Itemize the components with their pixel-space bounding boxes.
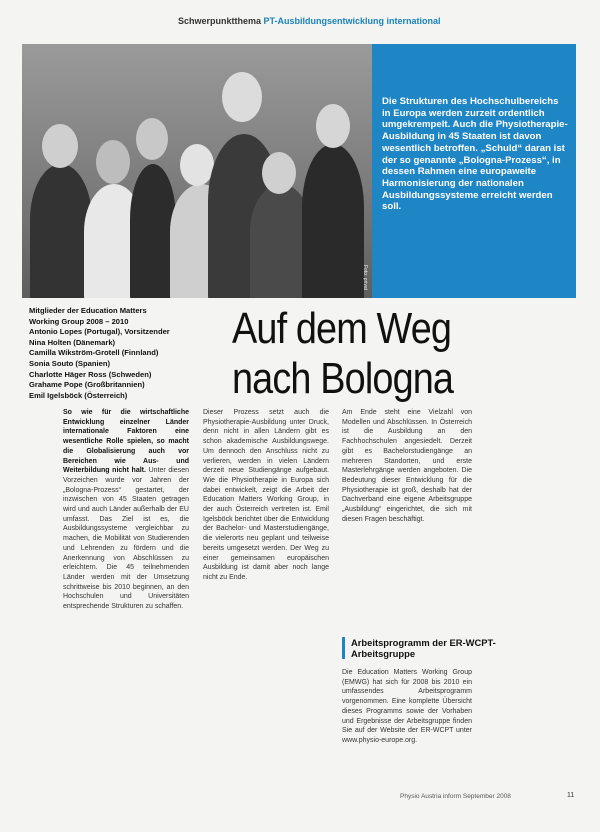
body-text: Dieser Prozess setzt auch die Physiotherapie-Ausbildung unter Druck, denn nicht in allen Ländern gibt es schon akademische Ausbildungswege. Um dennoch den Anschluss nicht zu verlieren, werden in vielen Ländern derzeit neue Studiengänge aufgebaut. Wie die Physiotherapie in Europa sich dabei entwickelt, zeigt die Arbeit der Education Matters Working Group, in der auch Österreich vertreten ist. Emil Igelsböck berichtet über die Entwicklung der Bachelor- und Masterstudiengänge, die vielerorts neu geplant und teilweise bereits umgesetzt werden. Der Weg zu einer gemeinsamen europäischen Ausbildung ist damit aber noch lange nicht zu Ende. — [203, 409, 329, 581]
header-subtopic: PT-Ausbildungsentwicklung international — [263, 16, 441, 26]
header-topic: Schwerpunktthema — [178, 16, 262, 26]
caption-line: Grahame Pope (Großbritannien) — [29, 380, 145, 390]
photo-caption — [29, 306, 239, 401]
body-column-3-continued — [342, 668, 472, 746]
section-heading: Arbeitsprogramm der ER-WCPT-Arbeitsgruppe — [342, 637, 497, 659]
intro-text: Die Strukturen des Hochschulbereichs in Europa werden zurzeit ordentlich umgekrempelt. Auch die Physiotherapie-Ausbildung in 45 Staaten ist davon wesentlich betroffen. „Schuld“ daran ist der so genannte „Bologna-Prozess“, in dessen Rahmen eine europaweite Harmonisierung der nationalen Ausbildungssysteme erreicht werden soll. — [382, 96, 568, 213]
caption-line: Antonio Lopes (Portugal), Vorsitzender — [29, 327, 170, 337]
caption-line: Mitglieder der Education Matters — [29, 306, 147, 315]
headline-line-2: nach Bologna — [232, 354, 454, 403]
body-text: Unter diesen Vorzeichen wurde vor Jahren der „Bologna-Prozess“ gestartet, der inzwischen von 45 Staaten getragen wird und auch Länder außerhalb der EU umfasst. Das Ziel ist es, die Ausbildungssysteme vergleichbar zu machen, die Mobilität von Studierenden und Lehrenden zu fördern und die Anerkennung von Abschlüssen zu erleichtern. Die 45 teilnehmenden Länder werden mit der Umsetzung schrittweise bis 2010 beginnen, an den Hochschulen und Universitäten entsprechende Strukturen zu schaffen. — [63, 467, 189, 611]
caption-line: Nina Holten (Dänemark) — [29, 337, 116, 347]
caption-line: Emil Igelsböck (Österreich) — [29, 390, 128, 400]
body-column-3 — [342, 408, 472, 524]
page-number: 11 — [567, 792, 575, 799]
caption-line: Sonia Souto (Spanien) — [29, 358, 110, 368]
body-text: Die Education Matters Working Group (EMWG) hat sich für 2008 bis 2010 ein umfassendes Arbeitsprogramm vorgenommen. Eine komplette Übersicht dieses Programms sowie der Vorhaben und Ergebnisse der Arbeitsgruppe finden Sie auf der Website der ER-WCPT unter www.physio-europe.org. — [342, 669, 472, 744]
footer-magazine: Physio Austria inform September 2008 — [400, 793, 511, 800]
caption-line: Camilla Wikström-Grotell (Finnland) — [29, 348, 159, 358]
caption-line: Charlotte Häger Ross (Schweden) — [29, 369, 152, 379]
page-header — [178, 16, 441, 26]
caption-line: Working Group 2008 – 2010 — [29, 316, 129, 326]
intro-box — [372, 44, 576, 298]
photo-credit: Foto: privat — [362, 264, 368, 290]
body-column-2 — [203, 408, 329, 583]
body-column-1 — [63, 408, 189, 612]
article-headline — [232, 304, 533, 404]
group-photo — [22, 44, 372, 298]
headline-line-1: Auf dem Weg — [232, 304, 452, 353]
lead-paragraph: So wie für die wirtschaftliche Entwicklung einzelner Länder internationale Faktoren eine wesentliche Rolle spielen, so macht die Globalisierung auch vor Bereichen wie Aus- und Weiterbildung nicht halt. — [63, 409, 189, 475]
body-text: Am Ende steht eine Vielzahl von Modellen und Abschlüssen. In Österreich ist die Ausbildung an den Fachhochschulen angesiedelt. Derzeit gibt es Bachelorstudiengänge an mehreren Standorten, und erste Masterlehrgänge werden angeboten. Die Bedeutung dieser Entwicklung für die Physiotherapie ist groß, deshalb hat der Dachverband eine eigene Arbeitsgruppe „Ausbildung“ eingerichtet, die sich mit diesen Fragen beschäftigt. — [342, 409, 472, 523]
